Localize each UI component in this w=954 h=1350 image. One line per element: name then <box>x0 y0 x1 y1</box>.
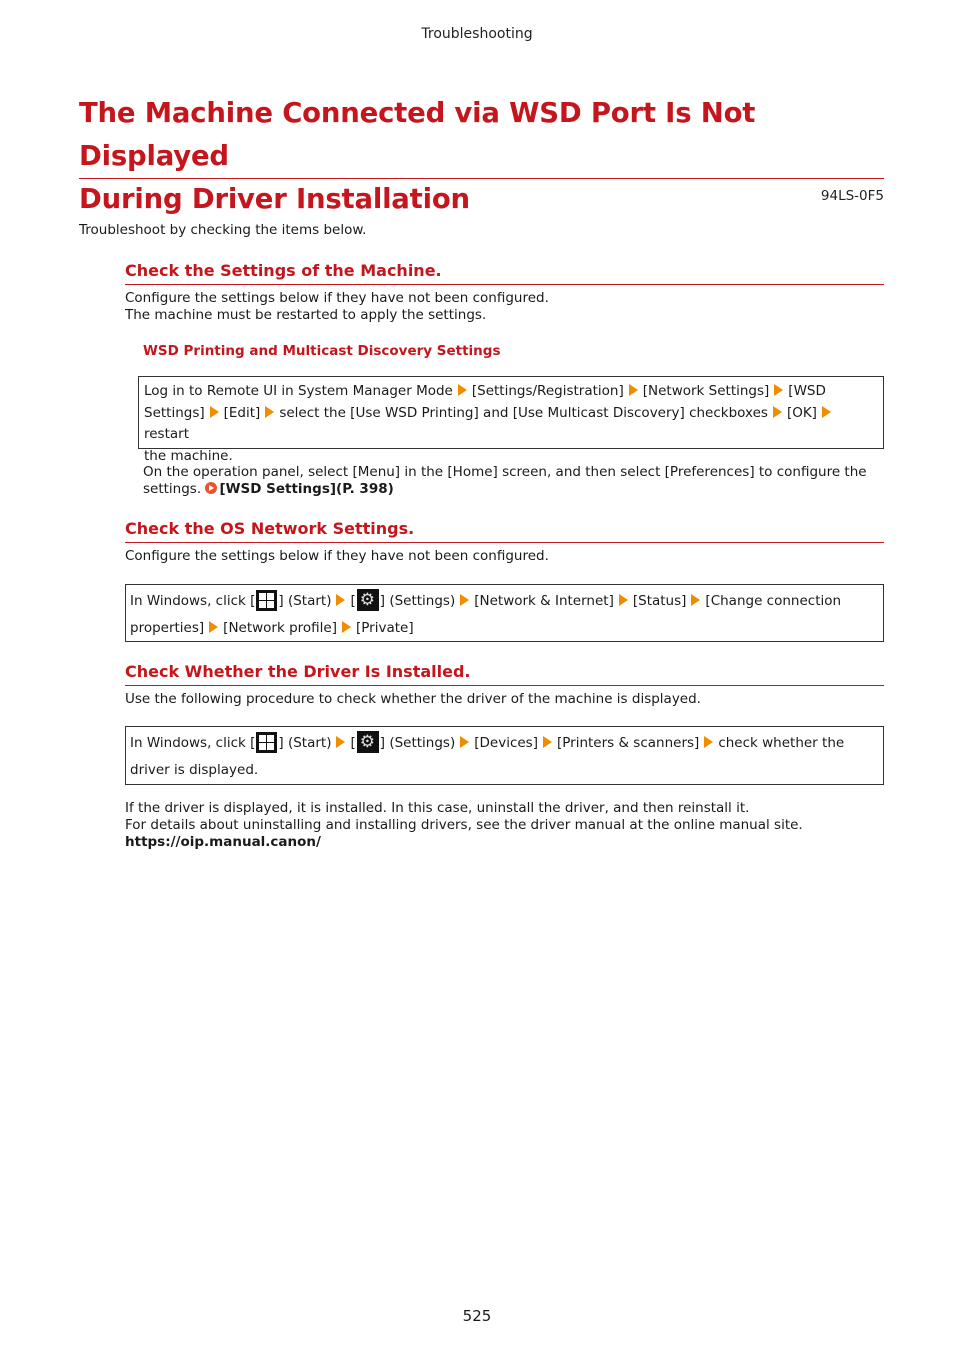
note-prefix: settings. <box>143 481 202 497</box>
section1-line2: The machine must be restarted to apply the settings. <box>125 307 487 323</box>
step-text: properties] <box>130 620 205 636</box>
driver-followup <box>125 800 803 851</box>
page-title-line-2: During Driver Installation <box>79 183 470 215</box>
step-text: [Printers & scanners] <box>556 735 700 751</box>
arrow-right-icon <box>619 594 628 606</box>
section-rule <box>125 284 884 285</box>
section3-description: Use the following procedure to check whether the driver of the machine is displayed. <box>125 691 701 707</box>
section2-description: Configure the settings below if they have not been configured. <box>125 548 549 564</box>
procedure-box-network <box>125 584 884 642</box>
step-text: ] (Start) <box>278 735 332 751</box>
followup-line2: For details about uninstalling and installing drivers, see the driver manual at the online manual site. <box>125 817 803 833</box>
section-heading-machine-settings: Check the Settings of the Machine. <box>125 261 442 280</box>
section1-line1: Configure the settings below if they have not been configured. <box>125 290 549 306</box>
section-heading-os-network: Check the OS Network Settings. <box>125 519 415 538</box>
arrow-right-icon <box>774 384 783 396</box>
wsd-settings-link[interactable]: [WSD Settings](P. 398) <box>219 481 394 497</box>
manual-site-link[interactable]: https://oip.manual.canon/ <box>125 834 321 850</box>
step-text: [ <box>350 735 356 751</box>
settings-gear-icon: ⚙ <box>357 731 379 753</box>
subheading-wsd: WSD Printing and Multicast Discovery Settings <box>143 343 501 359</box>
step-text: [Edit] <box>223 404 261 421</box>
step-text: [Network Settings] <box>642 383 770 399</box>
step-text: [WSD <box>788 383 826 399</box>
arrow-right-icon <box>342 621 351 633</box>
note-line1: On the operation panel, select [Menu] in the [Home] screen, and then select [Preferences] to configure the <box>143 464 867 480</box>
arrow-right-icon <box>210 406 219 418</box>
section-rule <box>125 542 884 543</box>
arrow-right-icon <box>265 406 274 418</box>
running-header: Troubleshooting <box>421 26 533 42</box>
step-text: [ <box>350 593 356 609</box>
arrow-right-icon <box>336 736 345 748</box>
step-text: [Settings/Registration] <box>471 383 624 399</box>
arrow-right-icon <box>691 594 700 606</box>
page-title-line-1: The Machine Connected via WSD Port Is Not Displayed <box>79 97 756 172</box>
followup-line1: If the driver is displayed, it is installed. In this case, uninstall the driver, and then reinstall it. <box>125 800 750 816</box>
settings-gear-icon: ⚙ <box>357 589 379 611</box>
arrow-right-icon <box>336 594 345 606</box>
arrow-right-icon <box>460 736 469 748</box>
step-text: ] (Settings) <box>379 593 456 609</box>
step-text: [Network & Internet] <box>474 593 614 609</box>
windows-start-icon <box>256 732 277 753</box>
note-line2 <box>143 481 867 498</box>
step-text: [Private] <box>356 620 414 636</box>
arrow-right-icon <box>543 736 552 748</box>
step-text: check whether the <box>718 735 845 751</box>
title-underline <box>79 178 884 179</box>
step-text: [Network profile] <box>223 620 338 636</box>
section-rule <box>125 685 884 686</box>
step-text: driver is displayed. <box>130 762 259 778</box>
intro-text: Troubleshoot by checking the items below. <box>79 222 367 238</box>
step-text: [Devices] <box>474 735 538 751</box>
step-text: [Status] <box>632 593 687 609</box>
step-text: select the [Use WSD Printing] and [Use Multicast Discovery] checkboxes <box>279 404 768 421</box>
arrow-right-icon <box>822 406 831 418</box>
step-text: In Windows, click [ <box>130 735 256 751</box>
section1-description <box>125 290 549 324</box>
arrow-right-icon <box>629 384 638 396</box>
arrow-right-icon <box>704 736 713 748</box>
document-id: 94LS-0F5 <box>820 188 884 204</box>
procedure-box-driver <box>125 726 884 785</box>
step-text: Log in to Remote UI in System Manager Mode <box>144 383 453 399</box>
windows-start-icon <box>256 590 277 611</box>
arrow-right-icon <box>458 384 467 396</box>
step-text: the machine. <box>144 447 233 464</box>
step-text: ] (Start) <box>278 593 332 609</box>
arrow-right-icon <box>773 406 782 418</box>
link-arrow-icon <box>205 482 217 494</box>
step-text: [OK] <box>786 404 817 421</box>
step-text: [Change connection <box>705 593 842 609</box>
step-text: Settings] <box>144 404 205 421</box>
arrow-right-icon <box>460 594 469 606</box>
page-title <box>79 92 879 221</box>
step-text: In Windows, click [ <box>130 593 256 609</box>
page-number: 525 <box>462 1307 492 1325</box>
step-text: restart <box>144 426 190 442</box>
procedure-box-wsd <box>138 376 884 464</box>
step-text: ] (Settings) <box>379 735 456 751</box>
section-heading-driver-installed: Check Whether the Driver Is Installed. <box>125 662 471 681</box>
arrow-right-icon <box>209 621 218 633</box>
operation-panel-note <box>143 464 867 498</box>
